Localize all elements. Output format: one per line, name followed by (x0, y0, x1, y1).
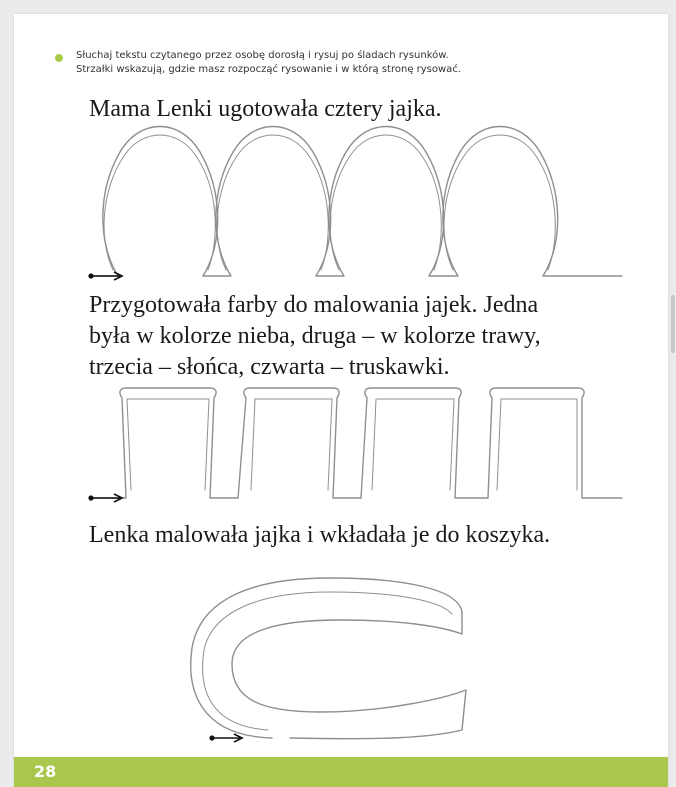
pot-1 (89, 388, 238, 498)
story-line-basket: Lenka malowała jajka i wkładała je do koszyka. (89, 522, 551, 548)
arrow-icon (88, 272, 122, 280)
instruction-line-2: Strzałki wskazują, gdzie masz rozpocząć rysowanie i w którą stronę rysować. (76, 64, 461, 75)
instruction-line-1: Słuchaj tekstu czytanego przez osobę dorosłą i rysuj po śladach rysunków. (76, 50, 449, 61)
story-line-paints-2: była w kolorze nieba, druga – w kolorze trawy, (89, 323, 541, 349)
eggs-trace (89, 127, 622, 277)
pot-2 (238, 388, 361, 498)
page-footer (14, 757, 668, 787)
basket-trace (191, 578, 466, 739)
scrollbar[interactable] (671, 295, 675, 353)
start-arrows (88, 272, 242, 742)
egg-1 (89, 127, 218, 277)
paint-pots-trace (89, 388, 622, 498)
story-line-paints-1: Przygotowała farby do malowania jajek. Jedna (89, 292, 539, 318)
pot-3 (361, 388, 488, 498)
arrow-icon (88, 494, 122, 502)
egg-2 (203, 127, 331, 277)
pot-4 (488, 388, 622, 498)
page-number: 28 (34, 762, 57, 781)
arrow-icon (209, 734, 242, 742)
egg-3 (316, 127, 444, 277)
story-line-eggs: Mama Lenki ugotowała cztery jajka. (89, 96, 442, 122)
egg-4 (429, 127, 622, 277)
story-line-paints-3: trzecia – słońca, czwarta – truskawki. (89, 354, 450, 380)
